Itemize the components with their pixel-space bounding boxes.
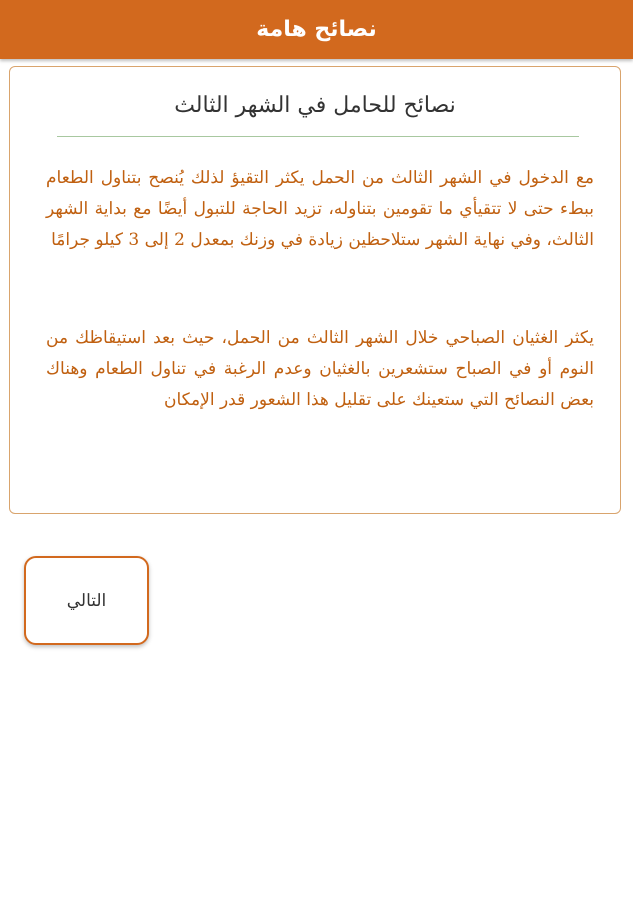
tips-card (9, 66, 621, 514)
tip-paragraph-2: يكثر الغثيان الصباحي خلال الشهر الثالث من الحمل، حيث بعد استيقاظك من النوم أو في الصباح ستشعرين بالغثيان وعدم الرغبة في تناول الطعام وهناك بعض النصائح التي ستعينك على تقليل هذا الشعور قدر الإمكان (46, 328, 594, 410)
card-title: نصائح للحامل في الشهر الثالث (174, 93, 456, 118)
title-divider (57, 136, 579, 137)
app-bar (0, 0, 633, 59)
tip-paragraph-1: مع الدخول في الشهر الثالث من الحمل يكثر التقيؤ لذلك يُنصح بتناول الطعام ببطء حتى لا تتقيأي ما تقومين بتناوله، تزيد الحاجة للتبول أيضًا مع بداية الشهر الثالث، وفي نهاية الشهر ستلاحظين زيادة في وزنك بمعدل 2 إلى 3 كيلو جرامًا (46, 168, 594, 250)
next-button[interactable] (24, 556, 149, 645)
app-bar-title: نصائح هامة (256, 17, 377, 42)
next-button-label: التالي (66, 590, 107, 611)
